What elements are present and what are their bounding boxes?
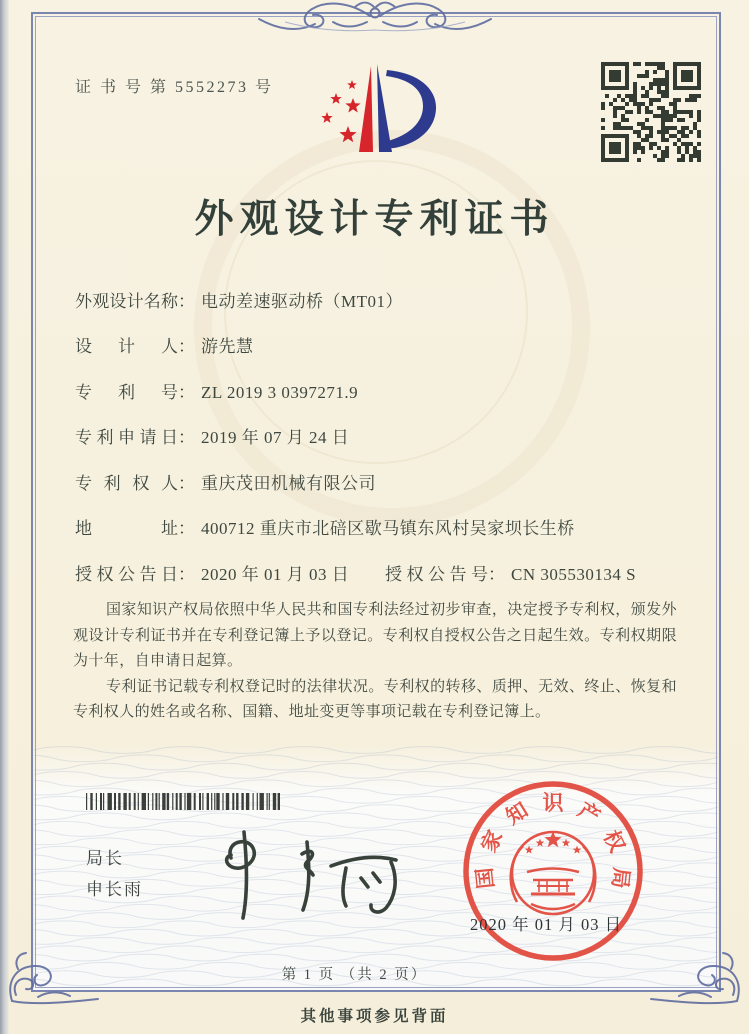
field-colon: ： bbox=[178, 474, 195, 493]
field-filing-date bbox=[75, 423, 349, 448]
official-seal bbox=[443, 774, 665, 972]
field-grant-number bbox=[385, 560, 636, 585]
field-colon: ： bbox=[178, 383, 195, 402]
legal-text bbox=[73, 598, 677, 726]
scan-page-edge bbox=[0, 0, 9, 1034]
bottom-left-corner-flourish bbox=[4, 949, 100, 1005]
logo-blue-bowl bbox=[386, 70, 436, 148]
field-label: 专利权人 bbox=[75, 474, 178, 493]
svg-text:局: 局 bbox=[607, 866, 634, 890]
field-colon: ： bbox=[178, 428, 195, 447]
field-value: 2020 年 01 月 03 日 bbox=[201, 565, 350, 584]
certificate-number: 证 书 号 第 5552273 号 bbox=[75, 79, 274, 96]
field-label: 授权公告日 bbox=[75, 565, 178, 584]
logo-stars bbox=[321, 80, 360, 142]
svg-text:权: 权 bbox=[598, 826, 630, 856]
field-designer bbox=[75, 332, 254, 357]
legal-paragraph-1: 国家知识产权局依照中华人民共和国专利法经过初步审查，决定授予专利权，颁发外观设计专利证书并在专利登记簿上予以登记。专利权自授权公告之日起生效。专利权期限为十年，自申请日起算。 bbox=[73, 602, 677, 669]
certificate-title: 外观设计专利证书 bbox=[194, 198, 555, 241]
barcode bbox=[85, 793, 285, 811]
field-label: 专利号 bbox=[75, 383, 178, 402]
field-grant-date bbox=[75, 565, 349, 584]
qr-code bbox=[600, 61, 702, 163]
svg-text:家: 家 bbox=[476, 826, 508, 856]
field-colon: ： bbox=[488, 565, 505, 584]
field-patentee bbox=[75, 469, 376, 494]
cnipa-logo bbox=[298, 40, 456, 178]
field-label: 专利申请日 bbox=[75, 428, 178, 447]
svg-text:国: 国 bbox=[472, 866, 499, 890]
seal-emblem-stars bbox=[525, 831, 582, 854]
director-name: 申长雨 bbox=[86, 880, 143, 899]
top-border-ornament bbox=[255, 0, 495, 34]
seal-date: 2020 年 01 月 03 日 bbox=[470, 915, 623, 934]
director-signature bbox=[205, 826, 405, 928]
logo-red-stroke bbox=[359, 66, 373, 152]
legal-paragraph-2: 专利证书记载专利权登记时的法律状况。专利权的转移、质押、无效、终止、恢复和专利权人的姓名或名称、国籍、地址变更等事项记载在专利登记簿上。 bbox=[73, 678, 677, 720]
field-value: 重庆茂田机械有限公司 bbox=[201, 474, 376, 493]
seal-emblem bbox=[511, 832, 596, 914]
director-title: 局长 bbox=[86, 849, 124, 868]
field-label: 地址 bbox=[75, 519, 178, 538]
field-address bbox=[75, 514, 575, 539]
back-side-note: 其他事项参见背面 bbox=[300, 1008, 449, 1025]
svg-text:产: 产 bbox=[573, 797, 605, 830]
director-block bbox=[86, 843, 143, 905]
field-colon: ： bbox=[178, 292, 195, 311]
field-value: 400712 重庆市北碚区歇马镇东风村吴家坝长生桥 bbox=[201, 519, 575, 538]
field-colon: ： bbox=[178, 565, 195, 584]
field-design-name bbox=[75, 287, 403, 312]
field-colon: ： bbox=[178, 337, 195, 356]
field-label: 设计人 bbox=[75, 337, 178, 356]
field-value: CN 305530134 S bbox=[511, 565, 637, 584]
field-value: 电动差速驱动桥（MT01） bbox=[201, 292, 403, 311]
logo-blue-stroke bbox=[377, 64, 392, 152]
field-value: 游先慧 bbox=[201, 337, 254, 356]
field-label: 授权公告号 bbox=[385, 565, 488, 584]
svg-text:知: 知 bbox=[501, 797, 533, 830]
field-value: 2019 年 07 月 24 日 bbox=[201, 428, 350, 447]
svg-text:识: 识 bbox=[542, 791, 564, 815]
page-indicator: 第 1 页 （共 2 页） bbox=[281, 967, 428, 983]
field-label: 外观设计名称 bbox=[75, 292, 178, 311]
field-colon: ： bbox=[178, 519, 195, 538]
field-grant-row bbox=[75, 560, 675, 585]
field-value: ZL 2019 3 0397271.9 bbox=[201, 383, 359, 402]
field-patent-number bbox=[75, 378, 358, 403]
